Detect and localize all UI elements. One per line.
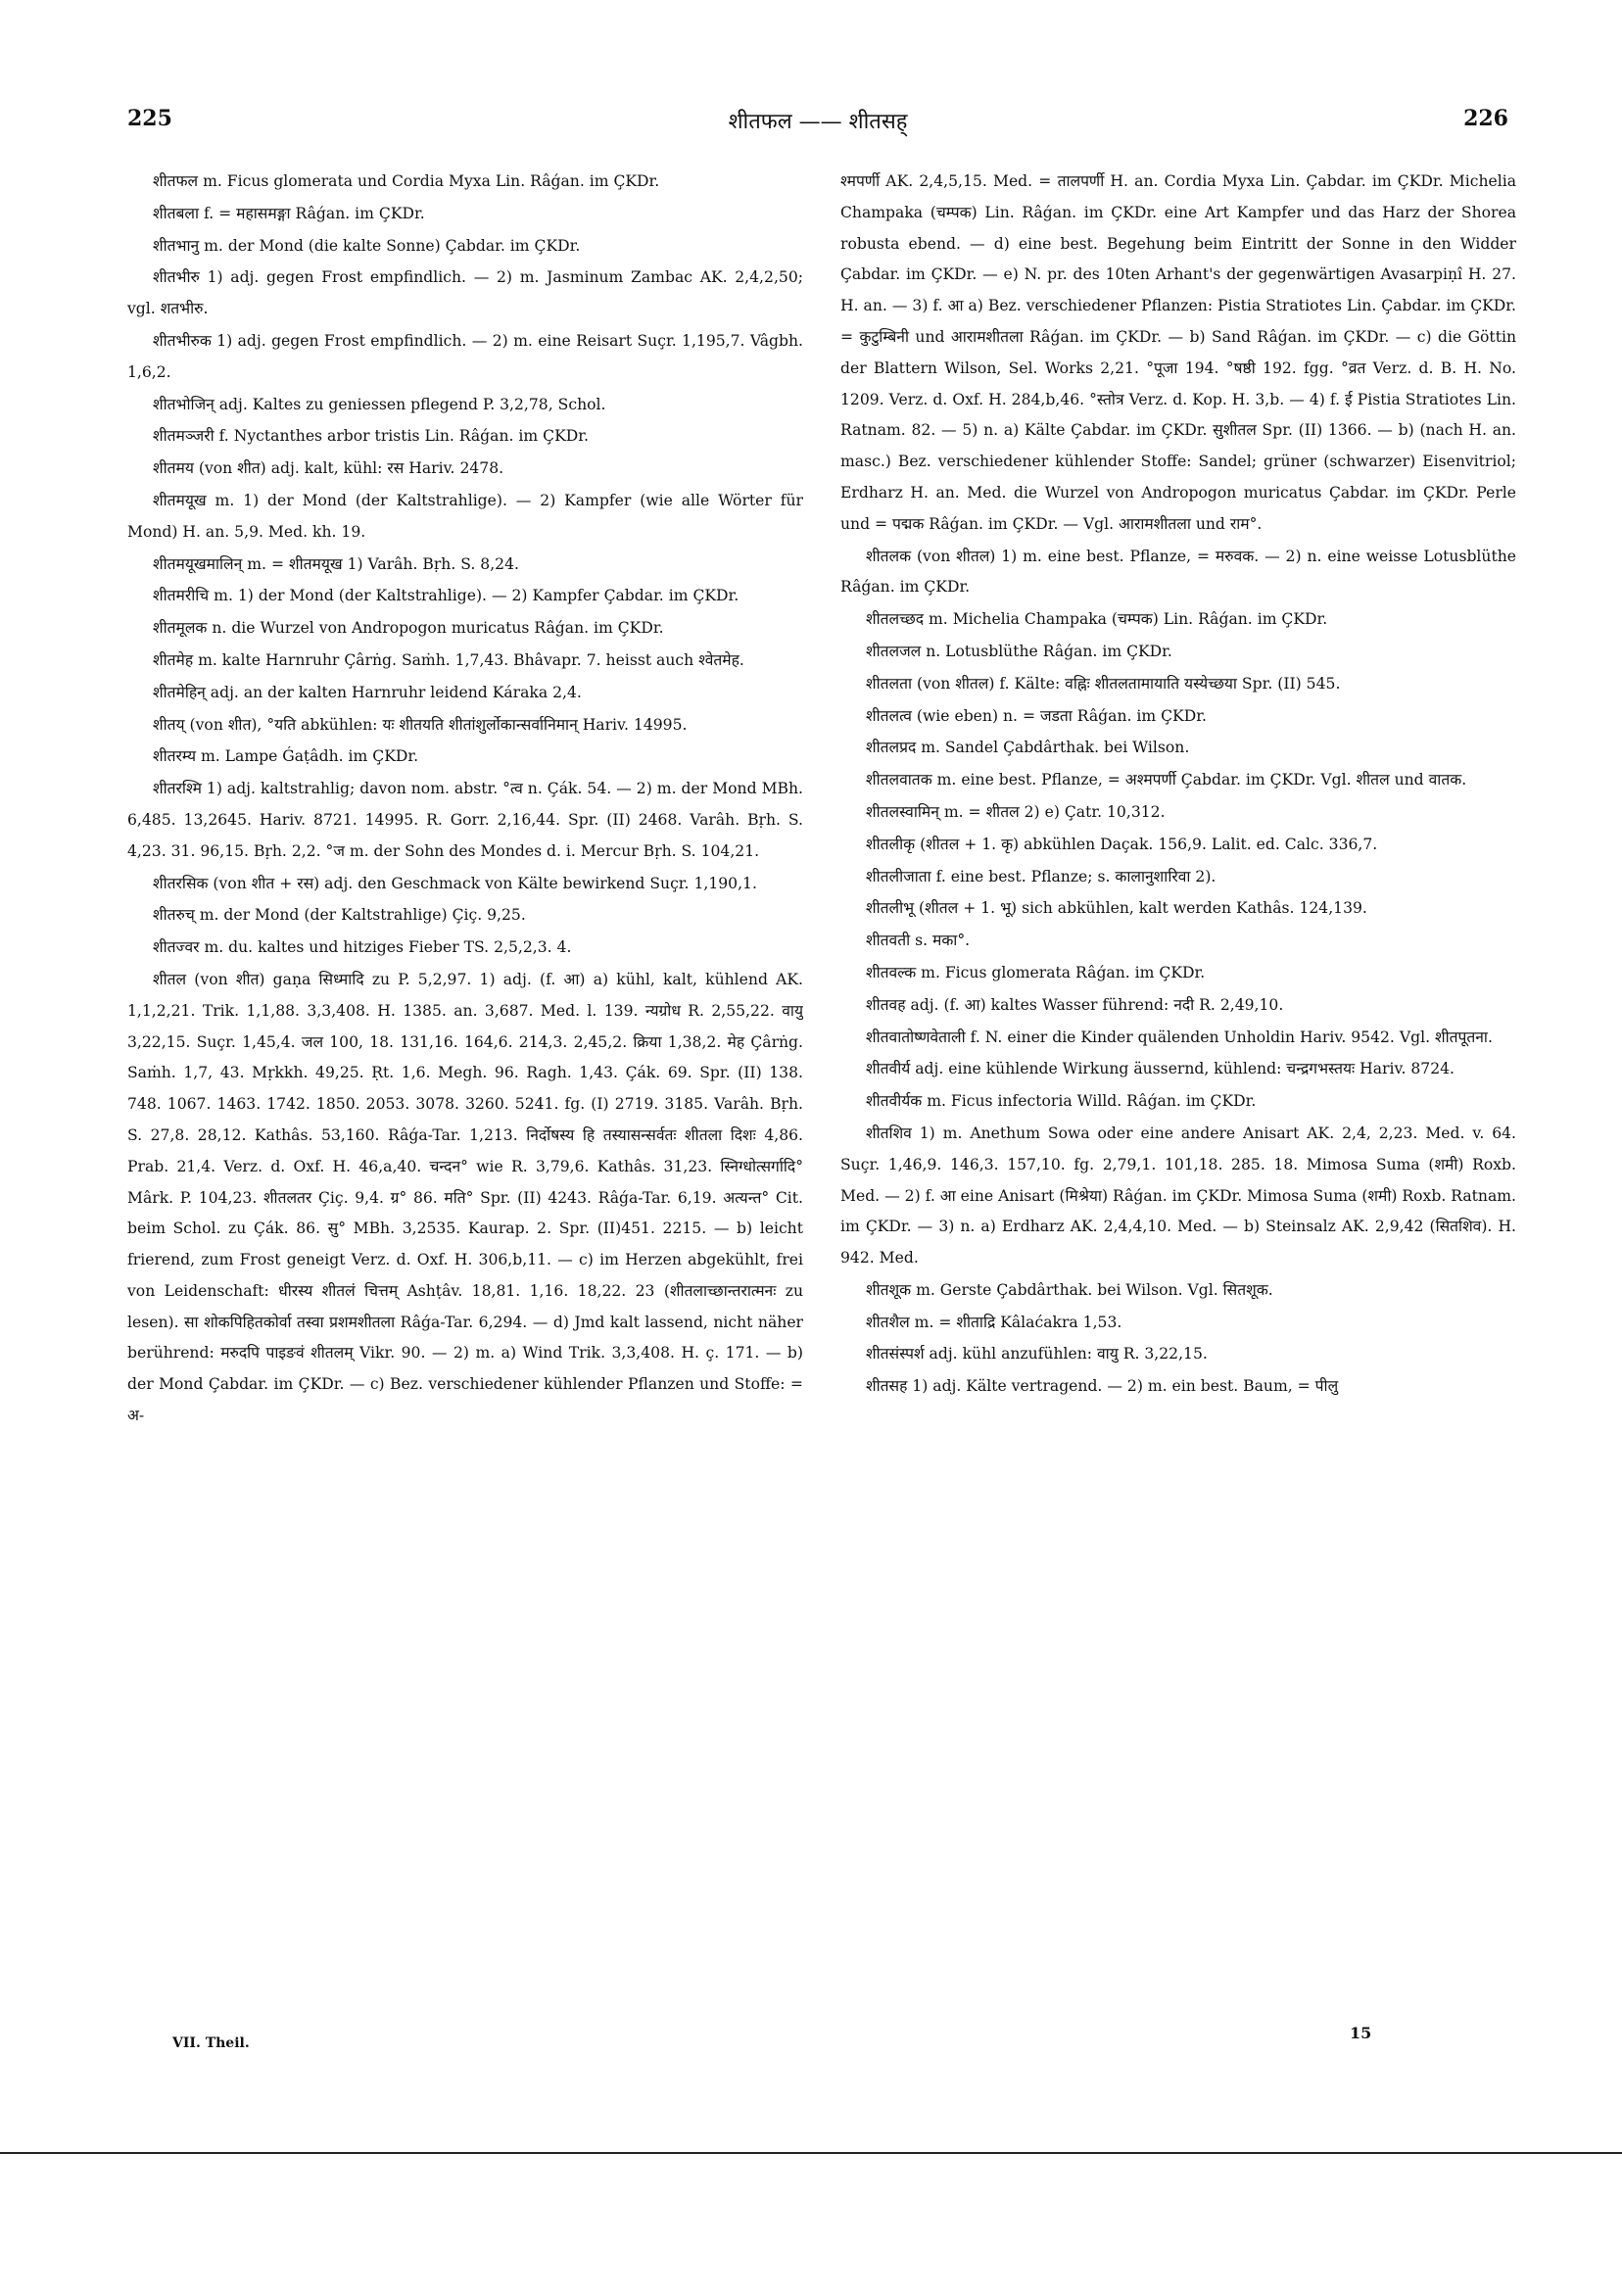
dictionary-entry: शीतमरीचि m. 1) der Mond (der Kaltstrahlige). — 2) Kampfer Çabdar. im ÇKDr. (153, 587, 739, 605)
dictionary-entry: शीतभीरुक 1) adj. gegen Frost empfindlich. — 2) m. eine Reisart Suçr. 1,195,7. Vâgbh. 1,6,2. (127, 331, 803, 381)
dictionary-entry: शीतमेहिन् adj. an der kalten Harnruhr leidend Káraka 2,4. (153, 683, 582, 701)
dictionary-entry: शीतभोजिन् adj. Kaltes zu geniessen pflegend P. 3,2,78, Schol. (153, 395, 606, 413)
dictionary-entry: शीतबला f. = महासमङ्गा Râǵan. im ÇKDr. (153, 204, 425, 222)
dictionary-entry: शीतलप्रद m. Sandel Çabdârthak. bei Wilson. (866, 739, 1190, 757)
dictionary-entry: शीतलवातक m. eine best. Pflanze, = अश्मपर्णी Çabdar. im ÇKDr. Vgl. शीतल und वातक. (866, 771, 1467, 789)
right-page-number: 226 (1463, 106, 1508, 131)
dictionary-entry: शीतमञ्जरी f. Nyctanthes arbor tristis Lin. Râǵan. im ÇKDr. (153, 427, 589, 446)
dictionary-entry: शीतभीरु 1) adj. gegen Frost empfindlich. — 2) m. Jasminum Zambac AK. 2,4,2,50; vgl. शतभीरु. (127, 268, 803, 318)
volume-label: VII. Theil. (172, 2035, 250, 2051)
dictionary-entry: शीतभानु m. der Mond (die kalte Sonne) Çabdar. im ÇKDr. (153, 236, 581, 255)
dictionary-entry: शीतमूलक n. die Wurzel von Andropogon muricatus Râǵan. im ÇKDr. (153, 619, 664, 638)
dictionary-entry: शीतलीकृ (शीतल + 1. कृ) abkühlen Daçak. 156,9. Lalit. ed. Calc. 336,7. (866, 835, 1378, 853)
dictionary-entry-continued: श्मपर्णी AK. 2,4,5,15. Med. = तालपर्णी H. an. Cordia Myxa Lin. Çabdar. im ÇKDr. Michelia Champaka (चम्पक) Lin. Râǵan. im ÇKDr. eine Art Kampfer und das Harz der Shorea robusta ebend. — d) eine best. Begehung beim Eintritt der Sonne in den Widder Çabdar. im ÇKDr. — e) N. pr. des 10ten Arhant's der gegenwärtigen Avasarpiṇî H. 27. H. an. — 3) f. आ a) Bez. verschiedener Pflanzen: Pistia Stratiotes Lin. Çabdar. im ÇKDr. = कुटुम्बिनी und आरामशीतला Râǵan. im ÇKDr. — b) Sand Râǵan. im ÇKDr. — c) die Göttin der Blattern Wilson, Sel. Works 2,21. °पूजा 194. °षष्ठी 192. fgg. °व्रत Verz. d. B. H. No. 1209. Verz. d. Oxf. H. 284,b,46. °स्तोत्र Verz. d. Kop. H. 3,b. — 4) f. ई Pistia Stratiotes Lin. Ratnam. 82. — 5) n. a) Kälte Çabdar. im ÇKDr. सुशीतल Spr. (II) 1366. — b) (nach H. an. masc.) Bez. verschiedener kühlender Stoffe: Sandel; grüner (schwarzer) Eisenvitriol; Erdharz H. an. Med. die Wurzel von Andropogon muricatus Çabdar. im ÇKDr. Perle und = पद्मक Râǵan. im ÇKDr. — Vgl. आरामशीतला und राम°. (840, 172, 1516, 533)
dictionary-entry: शीतमयूख m. 1) der Mond (der Kaltstrahlige). — 2) Kampfer (wie alle Wörter für Mond) H. an. 5,9. Med. kh. 19. (127, 491, 803, 541)
dictionary-entry: शीतरसिक (von शीत + रस) adj. den Geschmack von Kälte bewirkend Suçr. 1,190,1. (153, 874, 757, 892)
dictionary-entry: शीतवह adj. (f. आ) kaltes Wasser führend: नदी R. 2,49,10. (866, 995, 1284, 1014)
right-column (840, 167, 1516, 2028)
dictionary-entry: शीतरश्मि 1) adj. kaltstrahlig; davon nom. abstr. °त्व n. Çák. 54. — 2) m. der Mond MBh. 6,485. 13,2645. Hariv. 8721. 14995. R. Gorr. 2,16,44. Spr. (II) 2468. Varâh. Bṛh. S. 4,23. 31. 96,15. Bṛh. 2,2. °ज m. der Sohn des Mondes d. i. Mercur Bṛh. S. 104,21. (127, 780, 803, 860)
running-title: शीतफल —— शीतसह् (728, 110, 908, 134)
dictionary-entry: शीतसह 1) adj. Kälte vertragend. — 2) m. ein best. Baum, = पीलु (866, 1377, 1339, 1396)
signature-mark: 15 (1350, 2024, 1372, 2042)
bottom-rule (0, 2152, 1622, 2154)
dictionary-entry: शीतमेह m. kalte Harnruhr Çârṅg. Saṁh. 1,7,43. Bhâvapr. 7. heisst auch श्वेतमेह. (153, 650, 744, 669)
dictionary-entry: शीतशिव 1) m. Anethum Sowa oder eine andere Anisart AK. 2,4, 2,23. Med. v. 64. Suçr. 1,46,9. 146,3. 157,10. fg. 2,79,1. 101,18. 285. 18. Mimosa Suma (शमी) Roxb. Med. — 2) f. आ eine Anisart (मिश्रेया) Râǵan. im ÇKDr. Mimosa Suma (शमी) Roxb. Ratnam. im ÇKDr. — 3) n. a) Erdharz AK. 2,4,4,10. Med. — b) Steinsalz AK. 2,9,42 (सितशिव). H. 942. Med. (840, 1124, 1516, 1268)
dictionary-entry: शीतलत्व (wie eben) n. = जडता Râǵan. im ÇKDr. (866, 706, 1207, 725)
dictionary-entry: शीतय् (von शीत), °यति abkühlen: यः शीतयति शीतांशुर्लोकान्सर्वानिमान् Hariv. 14995. (153, 715, 688, 734)
dictionary-entry: शीतज्वर m. du. kaltes und hitziges Fieber TS. 2,5,2,3. 4. (153, 938, 572, 957)
dictionary-entry: शीतरम्य m. Lampe Ǵaṭâdh. im ÇKDr. (153, 747, 419, 766)
dictionary-entry: शीतमयूखमालिन् m. = शीतमयूख 1) Varâh. Bṛh. S. 8,24. (153, 554, 519, 573)
left-column (127, 167, 803, 2028)
dictionary-entry: शीतलता (von शीतल) f. Kälte: वह्निः शीतलतामायाति यस्येच्छया Spr. (II) 545. (866, 674, 1341, 693)
page-header (127, 106, 1508, 145)
left-page-number: 225 (127, 106, 172, 131)
dictionary-entry: शीतशैल m. = शीताद्रि Kâlaćakra 1,53. (866, 1313, 1122, 1331)
dictionary-entry: शीतमय (von शीत) adj. kalt, kühl: रस Hariv. 2478. (153, 459, 504, 478)
dictionary-entry: शीतसंस्पर्श adj. kühl anzufühlen: वायु R. 3,22,15. (866, 1345, 1208, 1363)
dictionary-entry: शीतलस्वामिन् m. = शीतल 2) e) Çatr. 10,312. (866, 802, 1166, 821)
dictionary-entry: शीतलजल n. Lotusblüthe Râǵan. im ÇKDr. (866, 642, 1172, 660)
dictionary-entry: शीतल (von शीत) gaṇa सिध्मादि zu P. 5,2,97. 1) adj. (f. आ) a) kühl, kalt, kühlend AK. 1,1,2,21. Trik. 1,1,88. 3,3,408. H. 1385. an. 3,687. Med. l. 139. न्यग्रोध R. 2,55,22. वायु 3,22,15. Suçr. 1,45,4. जल 100, 18. 131,16. 164,6. 214,3. 2,45,2. क्रिया 1,38,2. मेह Çârṅg. Saṁh. 1,7, 43. Mṛkkh. 49,25. Ṛt. 1,6. Megh. 96. Ragh. 1,43. Çák. 69. Spr. (II) 138. 748. 1067. 1463. 1742. 1850. 2053. 3078. 3260. 5241. fg. (I) 2719. 3185. Varâh. Bṛh. S. 27,8. 28,12. Kathâs. 53,160. Râǵa-Tar. 1,213. निर्दोषस्य हि तस्यासन्सर्वतः शीतला दिशः 4,86. Prab. 21,4. Verz. d. Oxf. H. 46,a,40. चन्दन° wie R. 3,79,6. Kathâs. 31,23. स्निग्धोत्सर्गादि° Mârk. P. 104,23. शीतलतर Çiç. 9,4. ग्र° 86. मति° Spr. (II) 4243. Râǵa-Tar. 6,19. अत्यन्त° Cit. beim Schol. zu Çák. 86. सु° MBh. 3,2535. Kaurap. 2. Spr. (II)451. 2215. — b) leicht frierend, zum Frost geneigt Verz. d. Oxf. H. 306,b,11. — c) im Herzen abgekühlt, frei von Leidenschaft: धीरस्य शीतलं चित्तम् Ashṭâv. 18,81. 1,16. 18,22. 23 (शीतलाच्छान्तरात्मनः zu lesen). सा शोकपिहितकोर्वा तस्वा प्रशमशीतला Râǵa-Tar. 6,294. — d) Jmd kalt lassend, nicht näher berührend: मरुदपि पाइङवं शीतलम् Vikr. 90. — 2) m. a) Wind Trik. 3,3,408. H. ç. 171. — b) der Mond Çabdar. im ÇKDr. — c) Bez. verschiedener kühlender Pflanzen und Stoffe: = अ- (127, 970, 803, 1425)
dictionary-entry: शीतवीर्यक m. Ficus infectoria Willd. Râǵan. im ÇKDr. (866, 1092, 1257, 1111)
dictionary-entry: शीतलच्छद m. Michelia Champaka (चम्पक) Lin. Râǵan. im ÇKDr. (866, 610, 1328, 629)
dictionary-entry: शीतवल्क m. Ficus glomerata Râǵan. im ÇKDr. (866, 963, 1206, 981)
dictionary-entry: शीतलक (von शीतल) 1) m. eine best. Pflanze, = मरुवक. — 2) n. eine weisse Lotusblüthe Râǵan. im ÇKDr. (840, 547, 1516, 597)
dictionary-entry: शीतवती s. मका°. (866, 932, 971, 950)
dictionary-entry: शीतशूक m. Gerste Çabdârthak. bei Wilson. Vgl. सितशूक. (866, 1280, 1273, 1299)
dictionary-entry: शीतलीभू (शीतल + 1. भू) sich abkühlen, kalt werden Kathâs. 124,139. (866, 899, 1367, 918)
dictionary-entry: शीतफल m. Ficus glomerata und Cordia Myxa Lin. Râǵan. im ÇKDr. (153, 172, 660, 190)
dictionary-entry: शीतवातोष्णवेताली f. N. einer die Kinder quälenden Unholdin Hariv. 9542. Vgl. शीतपूतना. (866, 1028, 1493, 1046)
dictionary-entry: शीतलीजाता f. eine best. Pflanze; s. कालानुशारिवा 2). (866, 867, 1216, 885)
dictionary-entry: शीतवीर्य adj. eine kühlende Wirkung äussernd, kühlend: चन्द्रगभस्तयः Hariv. 8724. (866, 1060, 1455, 1078)
dictionary-entry: शीतरुच् m. der Mond (der Kaltstrahlige) Çiç. 9,25. (153, 906, 526, 925)
